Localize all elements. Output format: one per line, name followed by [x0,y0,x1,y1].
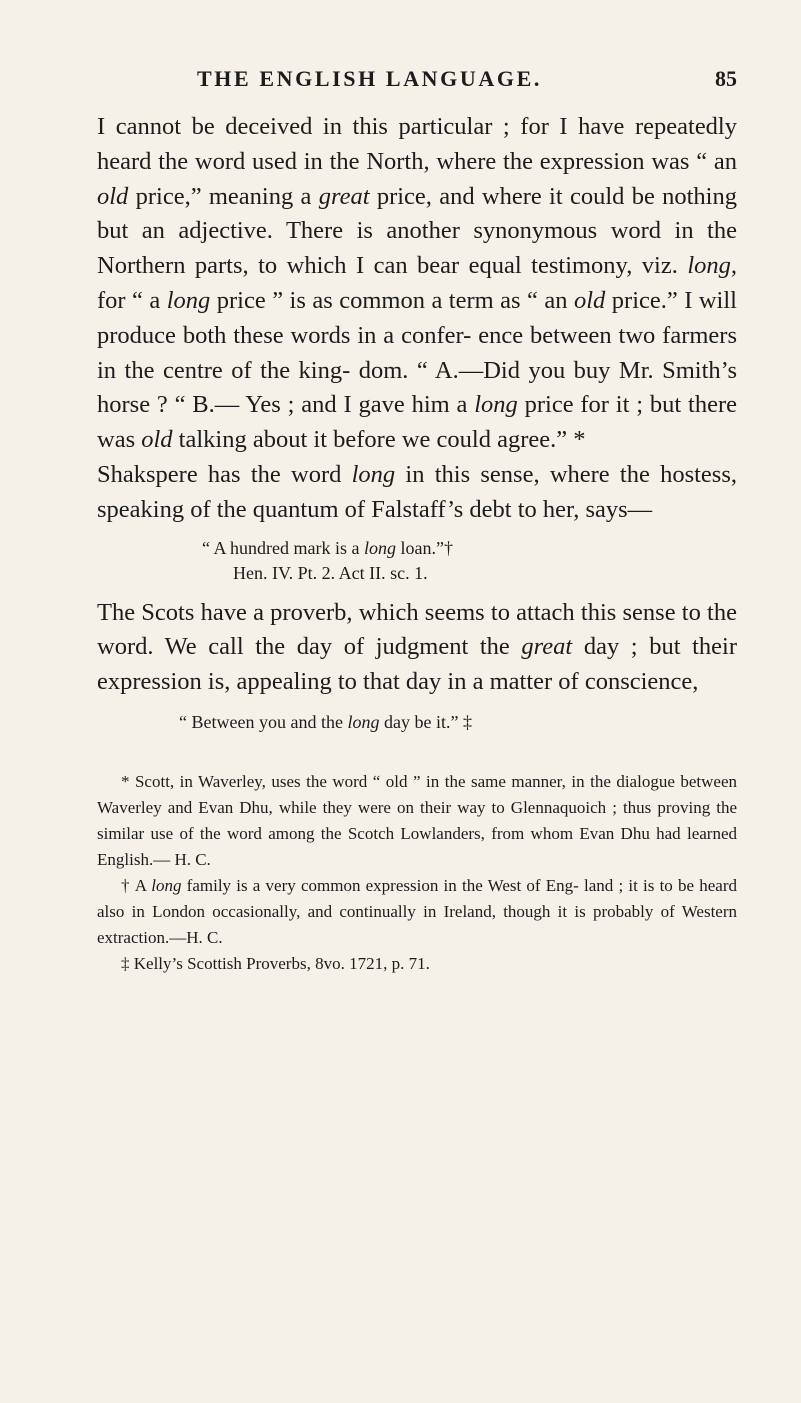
paragraph-2 [97,596,737,700]
footnotes [97,769,737,977]
p1-italic7: old [141,426,173,454]
quote-2-prefix: “ Between you and the [179,711,348,732]
p2-part1: The Scots have a proverb, which seems to attach this sense to the word. We call the day of judgment the [97,598,737,661]
p1-italic1: old [97,182,129,210]
p2-part2: day ; but their expression is, appealing to that day in a matter of conscience, [97,633,737,696]
quote-1 [97,536,737,586]
p1-italic2: great [318,182,370,210]
quote-1-suffix: loan.”† [395,537,453,558]
paragraph-1 [97,110,737,458]
main-body [97,110,737,735]
page-number: 85 [715,66,737,91]
footnote-2-italic: long [151,875,182,895]
quote-1-italic: long [363,537,396,558]
footnote-2-prefix: † A [121,875,152,895]
p1-part10: in this sense, where the hostess, speaking of the quantum of Falstaff’s debt to her, says— [97,460,737,523]
p1-italic3: long, [687,252,737,280]
quote-1-prefix: “ A hundred mark is a [202,537,364,558]
footnote-2-suffix: family is a very common expression in the West of Eng- land ; it is to be heard also in London occasionally, and continually in Ireland, though it is probably of Western extraction.—H. C. [97,875,737,947]
p1-part5: price ” is as common a term as “ an [210,286,574,314]
quote-2-suffix: day be it.” ‡ [379,711,472,732]
p1-part7: price for it ; but there was [97,391,737,454]
quote-2 [97,710,737,735]
p1-italic6: long [474,391,518,419]
p2-italic1: great [521,633,573,661]
p1-part9: Shakspere has the word [97,460,352,488]
quote-1-line [97,536,737,561]
quote-2-italic: long [347,711,380,732]
page-header [97,66,737,110]
p1-part6: price.” I will produce both these words in a confer- ence between two farmers in the centre of the king- dom. “ A.—Did you buy Mr. Smith’s horse ? “ B.— Yes ; and I gave him a [97,286,737,419]
quote-1-source: Hen. IV. Pt. 2. Act II. sc. 1. [233,562,428,583]
footnote-1: * Scott, in Waverley, uses the word “ old ” in the same manner, in the dialogue between Waverley and Evan Dhu, while they were on their way to Glennaquoich ; thus proving the similar use of the word among the Scotch Lowlanders, from whom Evan Dhu had learned English.— H. C. [97,771,737,869]
p1-part1: I cannot be deceived in this particular ; for I have repeatedly heard the word used in the North, where the expression was “ an [97,113,737,175]
footnote-3: ‡ Kelly’s Scottish Proverbs, 8vo. 1721, p. 71. [121,953,430,973]
p1-part3: price, and where it could be nothing but an adjective. There is another synonymous word in the Northern parts, to which I can bear equal testimony, viz. [97,182,737,280]
paragraph-1b [97,458,737,528]
quote-gap [97,586,737,596]
footnote-2 [97,873,737,951]
p1-part4: for “ a [97,286,167,314]
p1-italic4: long [166,286,211,314]
p1-part2: price,” meaning a [128,182,319,210]
p1-italic5: old [574,286,606,314]
p1-italic8: long [351,460,396,488]
running-head: THE ENGLISH LANGUAGE. [197,66,542,91]
book-page [97,66,737,977]
p1-part8: talking about it before we could agree.” * [172,426,586,454]
